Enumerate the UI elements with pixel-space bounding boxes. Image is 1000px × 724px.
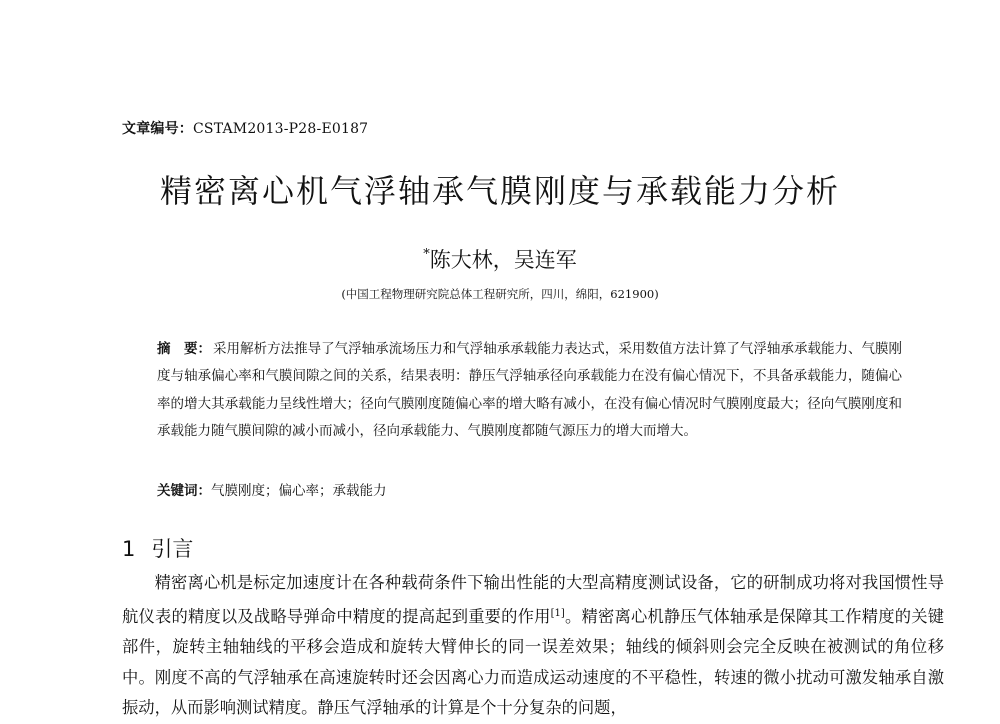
section-number: 1 <box>122 537 136 561</box>
article-number-value: CSTAM2013-P28-E0187 <box>193 121 369 137</box>
keywords <box>157 479 387 499</box>
corresponding-author-marker: * <box>423 247 430 262</box>
abstract-label: 摘 要： <box>157 341 212 357</box>
section-title: 引言 <box>151 537 194 561</box>
affiliation: (中国工程物理研究院总体工程研究所，四川，绵阳，621900) <box>341 287 659 301</box>
keywords-label: 关键词： <box>157 483 211 499</box>
article-number <box>122 118 368 138</box>
section-heading <box>122 533 193 563</box>
body-text-part2: 。精密离心机静压气体轴承是保障其工作精度的关键部件，旋转主轴轴线的平移会造成和旋转大臂伸长的同一误差效果；轴线的倾斜则会完全反映在被测试的角位移中。刚度不高的气浮轴承在高速旋转时还会因离心力而造成运动速度的不平稳性，转速的微小扰动可激发轴承自激振动，从而影响测试精度。静压气浮轴承的计算是个十分复杂的问题， <box>122 606 944 717</box>
authors <box>0 244 1000 274</box>
body-text-part1: 精密离心机是标定加速度计在各种载荷条件下输出性能的大型高精度测试设备，它的研制成功将对我国惯性导航仪表的精度以及战略导弹命中精度的提高起到重要的作用 <box>122 573 944 626</box>
keywords-text: 气膜刚度；偏心率；承载能力 <box>211 483 387 499</box>
citation-ref[interactable]: [1] <box>550 607 565 619</box>
paper-title: 精密离心机气浮轴承气膜刚度与承载能力分析 <box>159 172 840 210</box>
body-paragraph <box>122 568 944 724</box>
abstract <box>157 336 902 446</box>
abstract-text: 采用解析方法推导了气浮轴承流场压力和气浮轴承承载能力表达式，采用数值方法计算了气浮轴承承载能力、气膜刚度与轴承偏心率和气膜间隙之间的关系，结果表明：静压气浮轴承径向承载能力在没有偏心情况下，不具备承载能力，随偏心率的增大其承载能力呈线性增大；径向气膜刚度随偏心率的增大略有减小，在没有偏心情况时气膜刚度最大；径向气膜刚度和承载能力随气膜间隙的减小而减小，径向承载能力、气膜刚度都随气源压力的增大而增大。 <box>157 341 903 440</box>
author-names: 陈大林，吴连军 <box>429 248 577 272</box>
article-number-label: 文章编号： <box>122 121 193 137</box>
